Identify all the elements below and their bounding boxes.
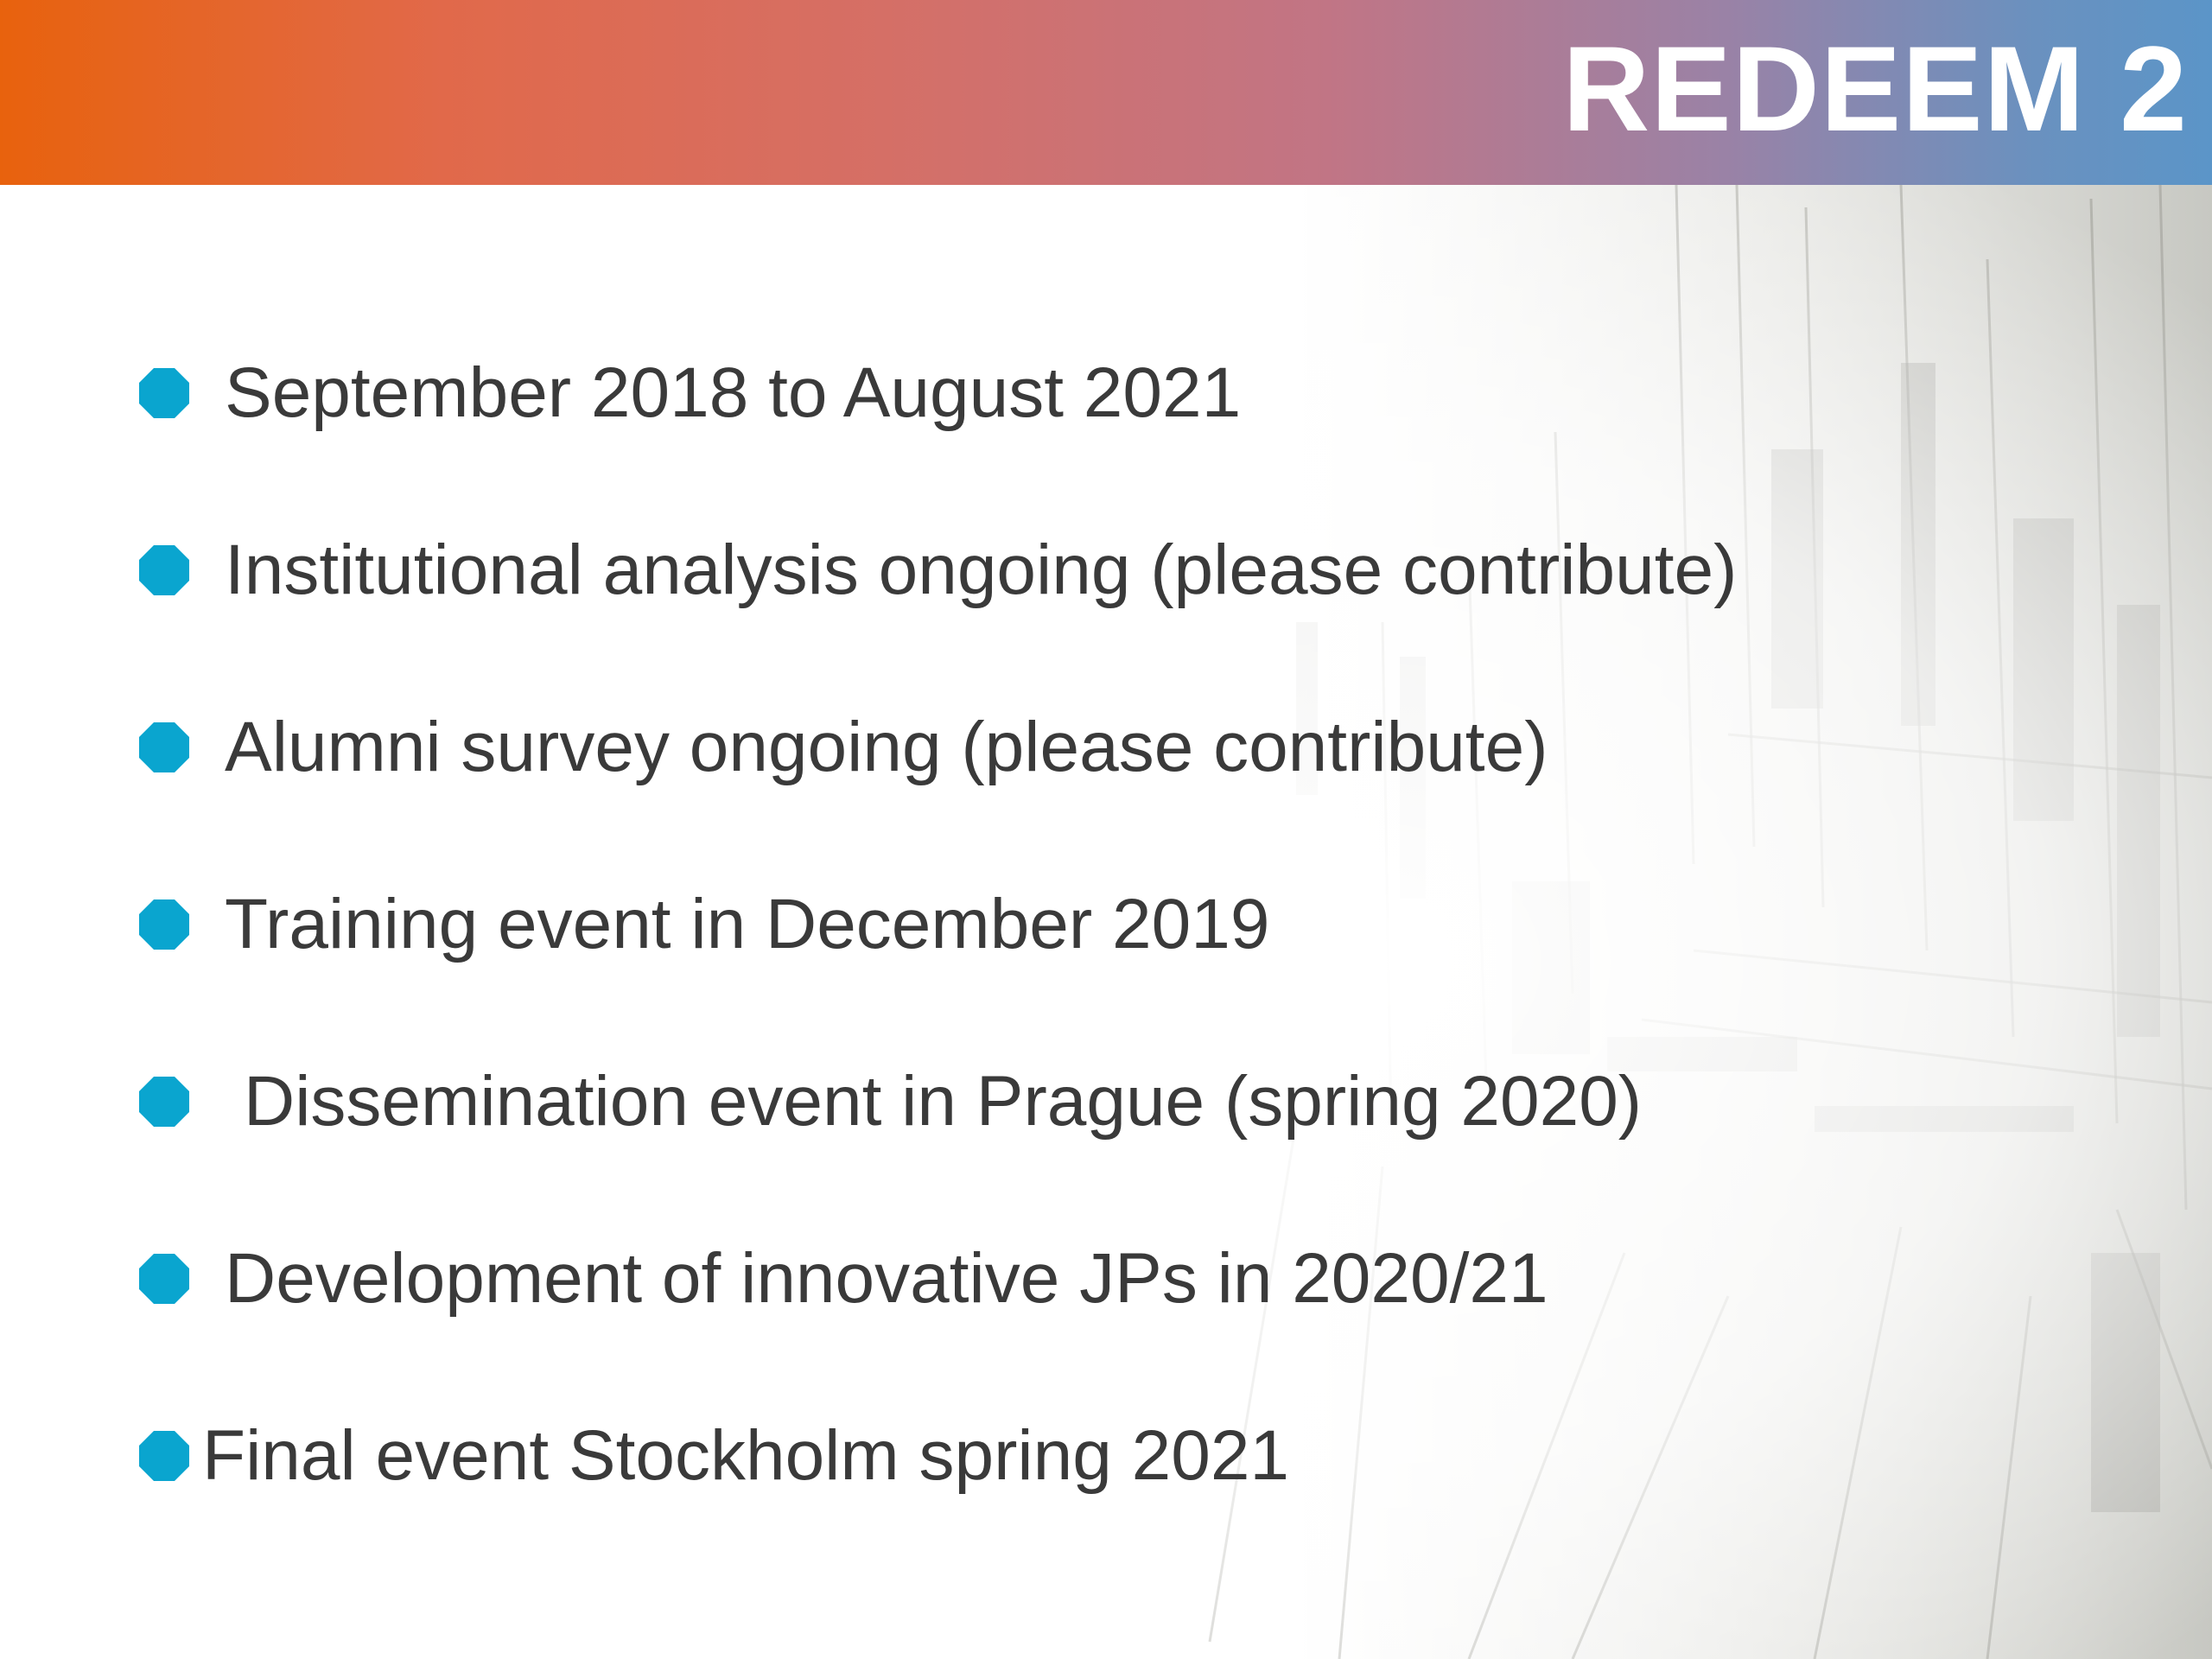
octagon-bullet-icon	[138, 1076, 190, 1128]
bullet-item	[138, 1231, 1548, 1326]
bullet-text: Alumni survey ongoing (please contribute)	[225, 708, 1548, 786]
octagon-bullet-icon	[138, 899, 190, 950]
octagon-bullet-icon	[138, 721, 190, 773]
bullet-item	[138, 1408, 1289, 1503]
bullet-text: September 2018 to August 2021	[225, 353, 1242, 432]
bullet-text: Final event Stockholm spring 2021	[202, 1416, 1290, 1495]
bullet-text: Training event in December 2019	[225, 885, 1270, 963]
bullet-item	[138, 346, 1241, 441]
octagon-bullet-icon	[138, 1430, 190, 1482]
bullet-item	[138, 523, 1737, 618]
bullet-item	[138, 700, 1548, 795]
octagon-bullet-icon	[138, 544, 190, 596]
octagon-bullet-icon	[138, 367, 190, 419]
bullet-item	[138, 877, 1269, 972]
bullet-text: Institutional analysis ongoing (please contribute)	[225, 531, 1738, 609]
bullet-text: Development of innovative JPs in 2020/21	[225, 1239, 1548, 1318]
slide-title: REDEEM 2	[1562, 21, 2188, 156]
octagon-bullet-icon	[138, 1253, 190, 1305]
bullet-item	[138, 1054, 1642, 1149]
bullet-text: Dissemination event in Prague (spring 2020)	[244, 1062, 1643, 1141]
